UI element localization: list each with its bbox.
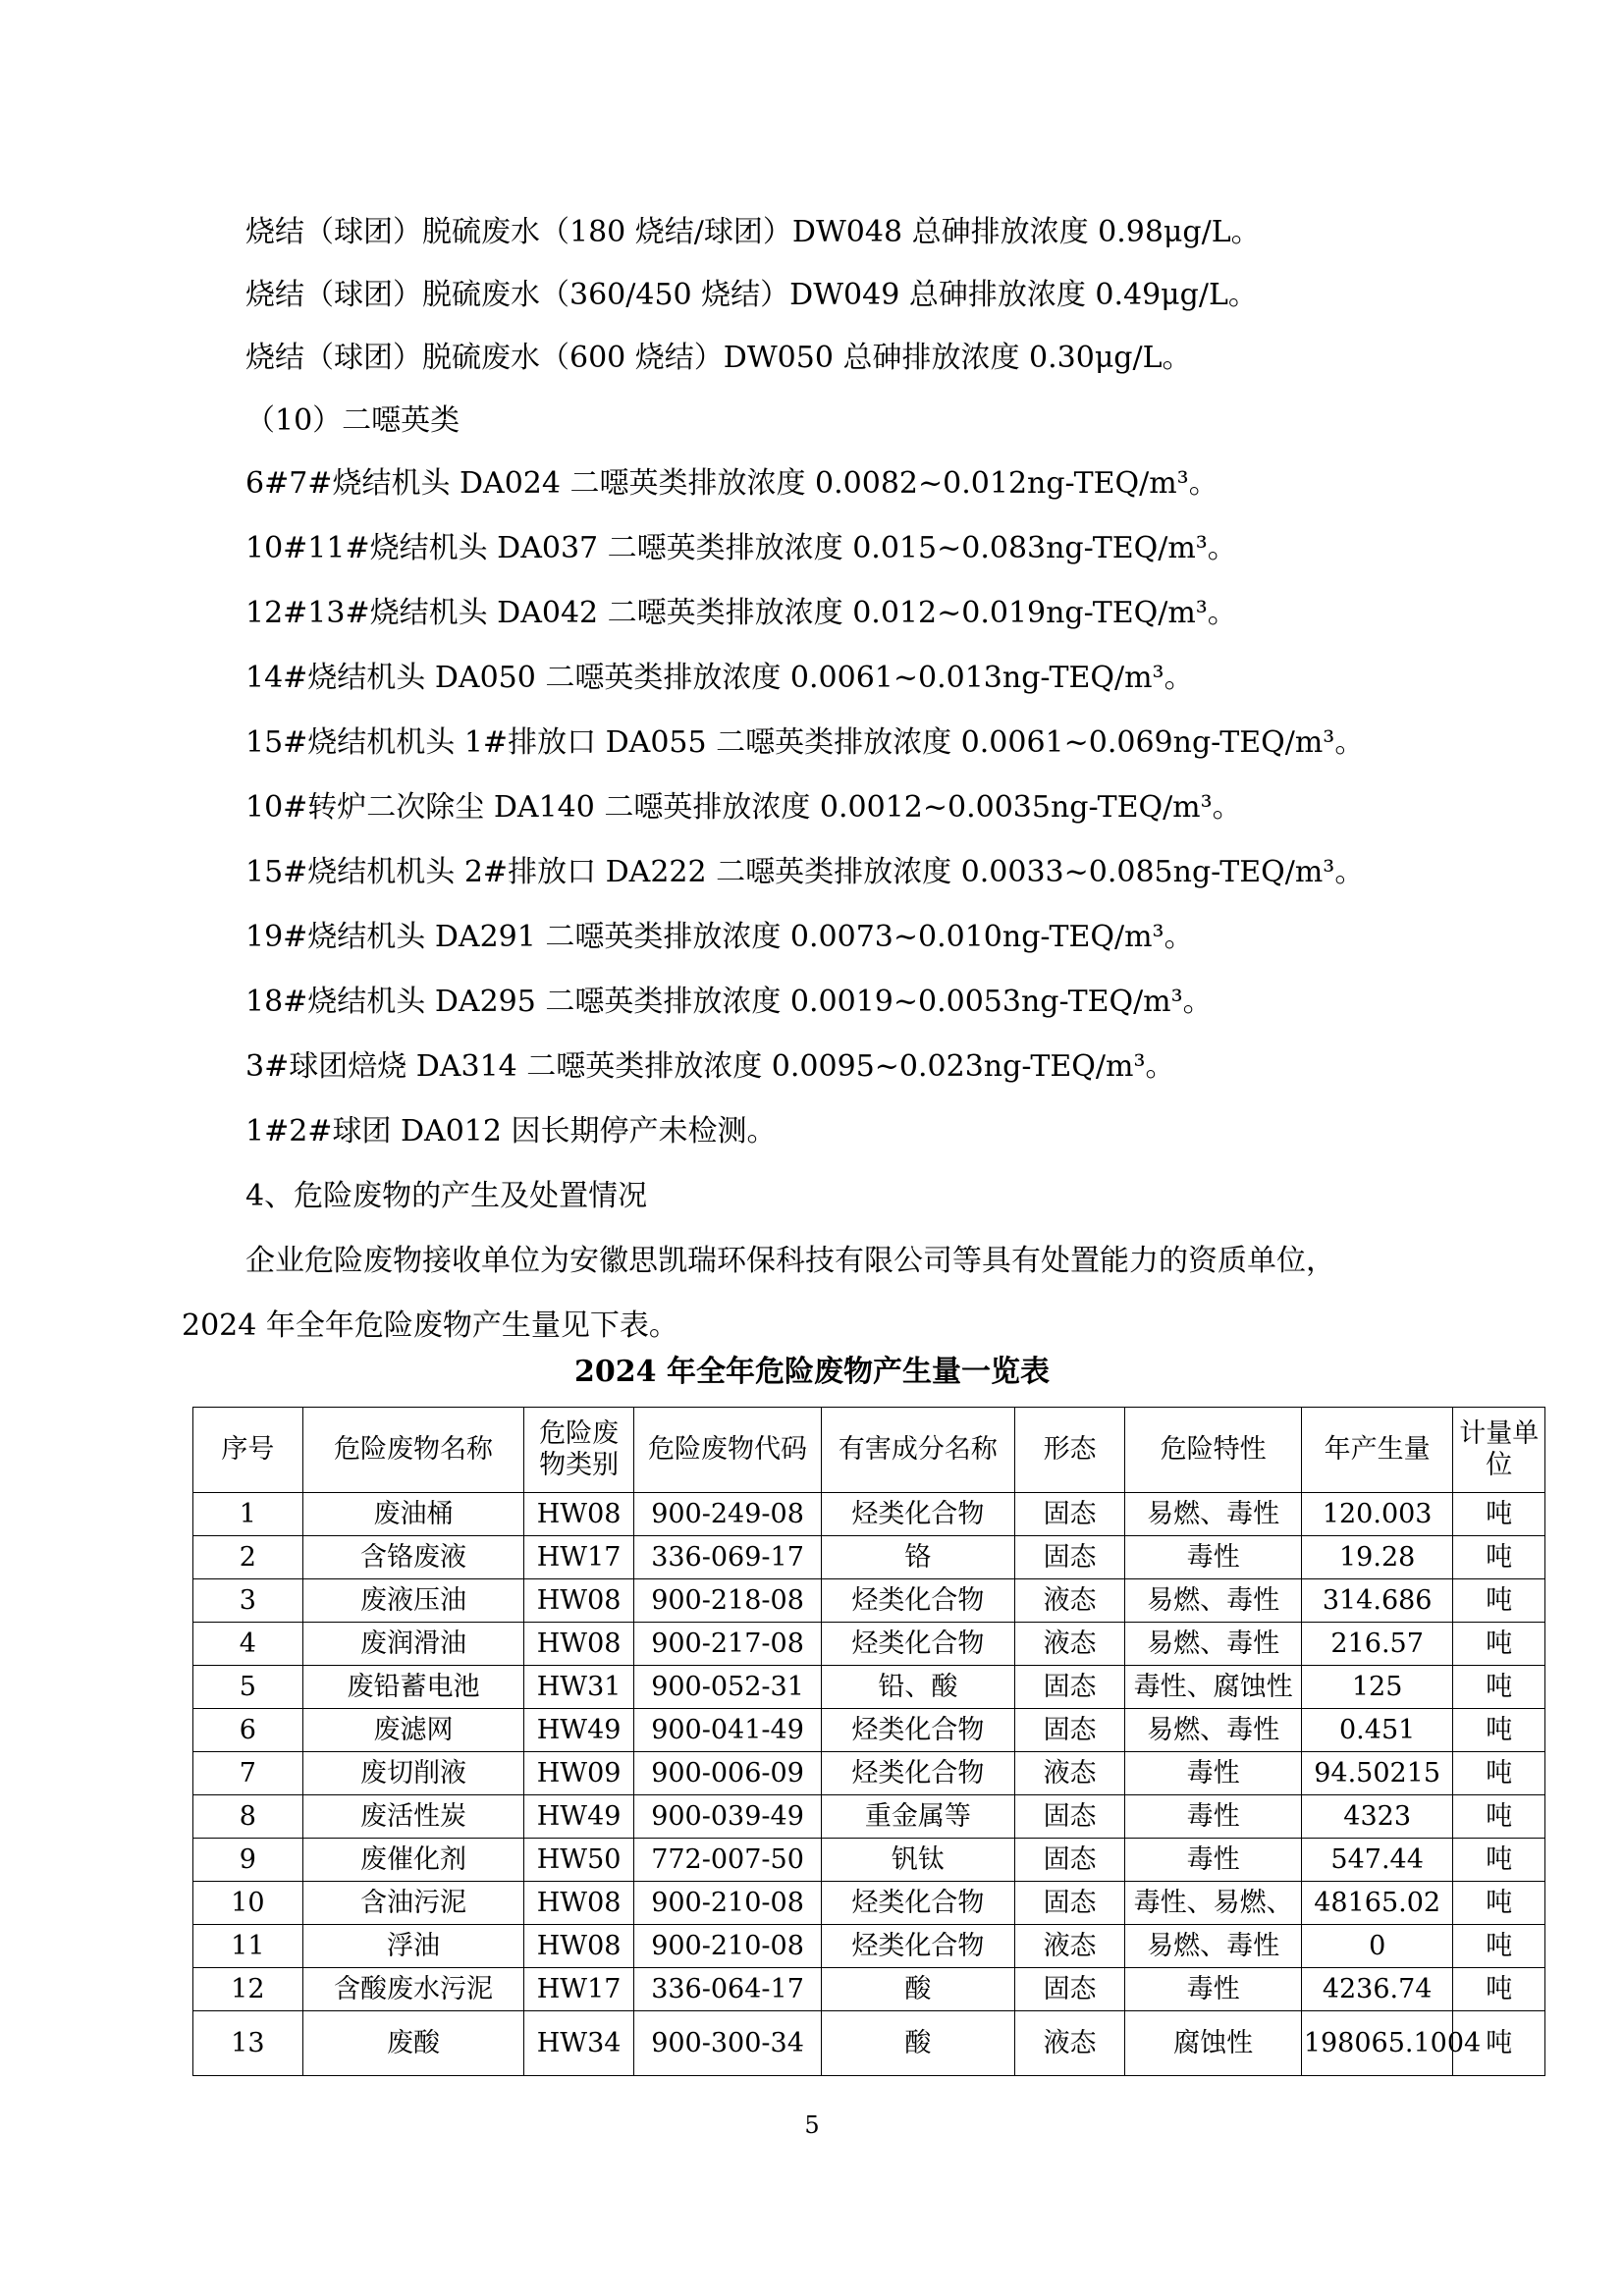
- table-cell: 铅、酸: [822, 1666, 1015, 1709]
- table-cell: 含油污泥: [302, 1882, 524, 1925]
- table-cell: 废滤网: [302, 1709, 524, 1752]
- table-cell: 吨: [1453, 1752, 1545, 1795]
- table-cell: 固态: [1014, 1968, 1125, 2011]
- table-cell: 900-300-34: [633, 2011, 821, 2076]
- table-cell: 固态: [1014, 1666, 1125, 1709]
- body-line: 6#7#烧结机头 DA024 二噁英类排放浓度 0.0082~0.012ng-TEQ/m³。: [245, 466, 1218, 501]
- table-cell: 易燃、毒性: [1125, 1709, 1301, 1752]
- table-cell: 547.44: [1301, 1839, 1453, 1882]
- table-cell: 废铅蓄电池: [302, 1666, 524, 1709]
- table-cell: 固态: [1014, 1839, 1125, 1882]
- table-cell: 94.50215: [1301, 1752, 1453, 1795]
- table-cell: 烃类化合物: [822, 1925, 1015, 1968]
- table-row: [193, 1925, 1545, 1968]
- table-row: [193, 1968, 1545, 2011]
- table-cell: 液态: [1014, 1925, 1125, 1968]
- table-cell: 5: [193, 1666, 303, 1709]
- table-cell: 吨: [1453, 1839, 1545, 1882]
- table-cell: 吨: [1453, 1493, 1545, 1536]
- table-cell: 烃类化合物: [822, 1882, 1015, 1925]
- table-cell: 废活性炭: [302, 1795, 524, 1839]
- table-cell: 4323: [1301, 1795, 1453, 1839]
- column-header: 有害成分名称: [822, 1408, 1015, 1493]
- table-row: [193, 1709, 1545, 1752]
- body-line: 企业危险废物接收单位为安徽思凯瑞环保科技有限公司等具有处置能力的资质单位，: [245, 1244, 1335, 1278]
- body-line: 烧结（球团）脱硫废水（360/450 烧结）DW049 总砷排放浓度 0.49μg/L。: [245, 278, 1258, 312]
- body-line: 烧结（球团）脱硫废水（180 烧结/球团）DW048 总砷排放浓度 0.98μg/L。: [245, 215, 1261, 249]
- column-header: 年产生量: [1301, 1408, 1453, 1493]
- table-cell: HW08: [524, 1623, 634, 1666]
- table-cell: 吨: [1453, 1882, 1545, 1925]
- table-cell: 900-218-08: [633, 1579, 821, 1623]
- table-cell: 废切削液: [302, 1752, 524, 1795]
- table-cell: 吨: [1453, 1579, 1545, 1623]
- table-cell: 吨: [1453, 1623, 1545, 1666]
- table-cell: HW17: [524, 1536, 634, 1579]
- table-cell: HW34: [524, 2011, 634, 2076]
- column-header: 危险废物类别: [524, 1408, 634, 1493]
- body-line: 10#11#烧结机头 DA037 二噁英类排放浓度 0.015~0.083ng-TEQ/m³。: [245, 531, 1237, 565]
- table-row: [193, 1795, 1545, 1839]
- table-cell: 液态: [1014, 2011, 1125, 2076]
- table-cell: 毒性、腐蚀性: [1125, 1666, 1301, 1709]
- table-row: [193, 1882, 1545, 1925]
- table-cell: 2: [193, 1536, 303, 1579]
- table-cell: 固态: [1014, 1882, 1125, 1925]
- body-line: 15#烧结机机头 2#排放口 DA222 二噁英类排放浓度 0.0033~0.085ng-TEQ/m³。: [245, 855, 1365, 889]
- table-cell: 酸: [822, 1968, 1015, 2011]
- table-row: [193, 1623, 1545, 1666]
- table-cell: 198065.1004: [1301, 2011, 1453, 2076]
- table-cell: HW50: [524, 1839, 634, 1882]
- table-cell: 废油桶: [302, 1493, 524, 1536]
- body-line: 烧结（球团）脱硫废水（600 烧结）DW050 总砷排放浓度 0.30μg/L。: [245, 341, 1192, 375]
- section-heading: 4、危险废物的产生及处置情况: [245, 1179, 648, 1213]
- table-cell: 易燃、毒性: [1125, 1493, 1301, 1536]
- body-line: 14#烧结机头 DA050 二噁英类排放浓度 0.0061~0.013ng-TEQ/m³。: [245, 661, 1194, 695]
- table-cell: 重金属等: [822, 1795, 1015, 1839]
- table-body: [193, 1493, 1545, 2076]
- hazardous-waste-table: [192, 1407, 1545, 2076]
- table-cell: 900-006-09: [633, 1752, 821, 1795]
- table-title: 2024 年全年危险废物产生量一览表: [574, 1355, 1050, 1389]
- table-cell: 废润滑油: [302, 1623, 524, 1666]
- table-cell: 毒性: [1125, 1839, 1301, 1882]
- table-cell: 吨: [1453, 1666, 1545, 1709]
- table-cell: 12: [193, 1968, 303, 2011]
- table-cell: 废酸: [302, 2011, 524, 2076]
- section-heading: （10）二噁英类: [245, 403, 460, 438]
- page-number: 5: [804, 2111, 820, 2139]
- table-cell: 废液压油: [302, 1579, 524, 1623]
- table-cell: 314.686: [1301, 1579, 1453, 1623]
- table-cell: 液态: [1014, 1579, 1125, 1623]
- table-cell: 900-039-49: [633, 1795, 821, 1839]
- table-row: [193, 1666, 1545, 1709]
- table-row: [193, 1839, 1545, 1882]
- table-cell: HW08: [524, 1925, 634, 1968]
- table-cell: 毒性: [1125, 1795, 1301, 1839]
- table-row: [193, 1579, 1545, 1623]
- table-cell: HW08: [524, 1579, 634, 1623]
- body-line: 12#13#烧结机头 DA042 二噁英类排放浓度 0.012~0.019ng-TEQ/m³。: [245, 596, 1237, 630]
- table-cell: 烃类化合物: [822, 1623, 1015, 1666]
- table-cell: 900-210-08: [633, 1882, 821, 1925]
- table-cell: 900-210-08: [633, 1925, 821, 1968]
- table-row: [193, 1493, 1545, 1536]
- table-cell: 腐蚀性: [1125, 2011, 1301, 2076]
- table-cell: 吨: [1453, 1709, 1545, 1752]
- table-cell: 易燃、毒性: [1125, 1925, 1301, 1968]
- table-row: [193, 1536, 1545, 1579]
- table-cell: 7: [193, 1752, 303, 1795]
- body-line: 3#球团焙烧 DA314 二噁英类排放浓度 0.0095~0.023ng-TEQ/m³。: [245, 1049, 1175, 1084]
- table-cell: 毒性: [1125, 1536, 1301, 1579]
- body-line: 1#2#球团 DA012 因长期停产未检测。: [245, 1114, 777, 1148]
- table-cell: 120.003: [1301, 1493, 1453, 1536]
- table-cell: 772-007-50: [633, 1839, 821, 1882]
- table-cell: 4: [193, 1623, 303, 1666]
- table-cell: 烃类化合物: [822, 1752, 1015, 1795]
- table-cell: 烃类化合物: [822, 1709, 1015, 1752]
- table-cell: 固态: [1014, 1795, 1125, 1839]
- table-cell: 48165.02: [1301, 1882, 1453, 1925]
- body-line: 19#烧结机头 DA291 二噁英类排放浓度 0.0073~0.010ng-TEQ/m³。: [245, 920, 1194, 954]
- table-cell: 1: [193, 1493, 303, 1536]
- table-cell: 125: [1301, 1666, 1453, 1709]
- table-cell: 吨: [1453, 1536, 1545, 1579]
- table-cell: 336-069-17: [633, 1536, 821, 1579]
- column-header: 计量单位: [1453, 1408, 1545, 1493]
- column-header: 危险特性: [1125, 1408, 1301, 1493]
- table-cell: 毒性: [1125, 1968, 1301, 2011]
- table-cell: 19.28: [1301, 1536, 1453, 1579]
- table-cell: 固态: [1014, 1709, 1125, 1752]
- table-cell: 浮油: [302, 1925, 524, 1968]
- body-line: 2024 年全年危险废物产生量见下表。: [182, 1308, 678, 1343]
- table-cell: HW49: [524, 1795, 634, 1839]
- column-header: 危险废物名称: [302, 1408, 524, 1493]
- table-cell: 4236.74: [1301, 1968, 1453, 2011]
- table-cell: 废催化剂: [302, 1839, 524, 1882]
- table-cell: 9: [193, 1839, 303, 1882]
- table-cell: HW08: [524, 1882, 634, 1925]
- body-line: 10#转炉二次除尘 DA140 二噁英排放浓度 0.0012~0.0035ng-TEQ/m³。: [245, 790, 1242, 825]
- table-cell: 336-064-17: [633, 1968, 821, 2011]
- table-cell: 900-249-08: [633, 1493, 821, 1536]
- table-cell: 钒钛: [822, 1839, 1015, 1882]
- table-cell: 吨: [1453, 1968, 1545, 2011]
- table-cell: 固态: [1014, 1536, 1125, 1579]
- table-cell: 铬: [822, 1536, 1015, 1579]
- table-cell: 液态: [1014, 1752, 1125, 1795]
- table-cell: HW09: [524, 1752, 634, 1795]
- body-line: 15#烧结机机头 1#排放口 DA055 二噁英类排放浓度 0.0061~0.069ng-TEQ/m³。: [245, 725, 1365, 760]
- table-cell: 216.57: [1301, 1623, 1453, 1666]
- table-row: [193, 1752, 1545, 1795]
- table-cell: 含铬废液: [302, 1536, 524, 1579]
- table-cell: 10: [193, 1882, 303, 1925]
- table-cell: 8: [193, 1795, 303, 1839]
- table-cell: HW08: [524, 1493, 634, 1536]
- table-cell: 900-217-08: [633, 1623, 821, 1666]
- table-cell: 酸: [822, 2011, 1015, 2076]
- table-cell: 毒性: [1125, 1752, 1301, 1795]
- table-cell: 吨: [1453, 1795, 1545, 1839]
- table-cell: 900-041-49: [633, 1709, 821, 1752]
- table-row: [193, 2011, 1545, 2076]
- table-cell: 11: [193, 1925, 303, 1968]
- table-cell: 烃类化合物: [822, 1579, 1015, 1623]
- table-cell: 吨: [1453, 2011, 1545, 2076]
- table-cell: 6: [193, 1709, 303, 1752]
- table-cell: 烃类化合物: [822, 1493, 1015, 1536]
- table-cell: HW49: [524, 1709, 634, 1752]
- table-cell: 液态: [1014, 1623, 1125, 1666]
- column-header: 形态: [1014, 1408, 1125, 1493]
- table-cell: 含酸废水污泥: [302, 1968, 524, 2011]
- body-line: 18#烧结机头 DA295 二噁英类排放浓度 0.0019~0.0053ng-TEQ/m³。: [245, 985, 1213, 1019]
- table-cell: 13: [193, 2011, 303, 2076]
- table-cell: 900-052-31: [633, 1666, 821, 1709]
- table-cell: 易燃、毒性: [1125, 1623, 1301, 1666]
- table-cell: 毒性、易燃、: [1125, 1882, 1301, 1925]
- column-header: 序号: [193, 1408, 303, 1493]
- table-cell: 0.451: [1301, 1709, 1453, 1752]
- table-cell: 易燃、毒性: [1125, 1579, 1301, 1623]
- table-cell: 固态: [1014, 1493, 1125, 1536]
- table-cell: 0: [1301, 1925, 1453, 1968]
- table-header: [193, 1408, 1545, 1493]
- table-cell: HW31: [524, 1666, 634, 1709]
- table-cell: 3: [193, 1579, 303, 1623]
- table-cell: 吨: [1453, 1925, 1545, 1968]
- column-header: 危险废物代码: [633, 1408, 821, 1493]
- table-cell: HW17: [524, 1968, 634, 2011]
